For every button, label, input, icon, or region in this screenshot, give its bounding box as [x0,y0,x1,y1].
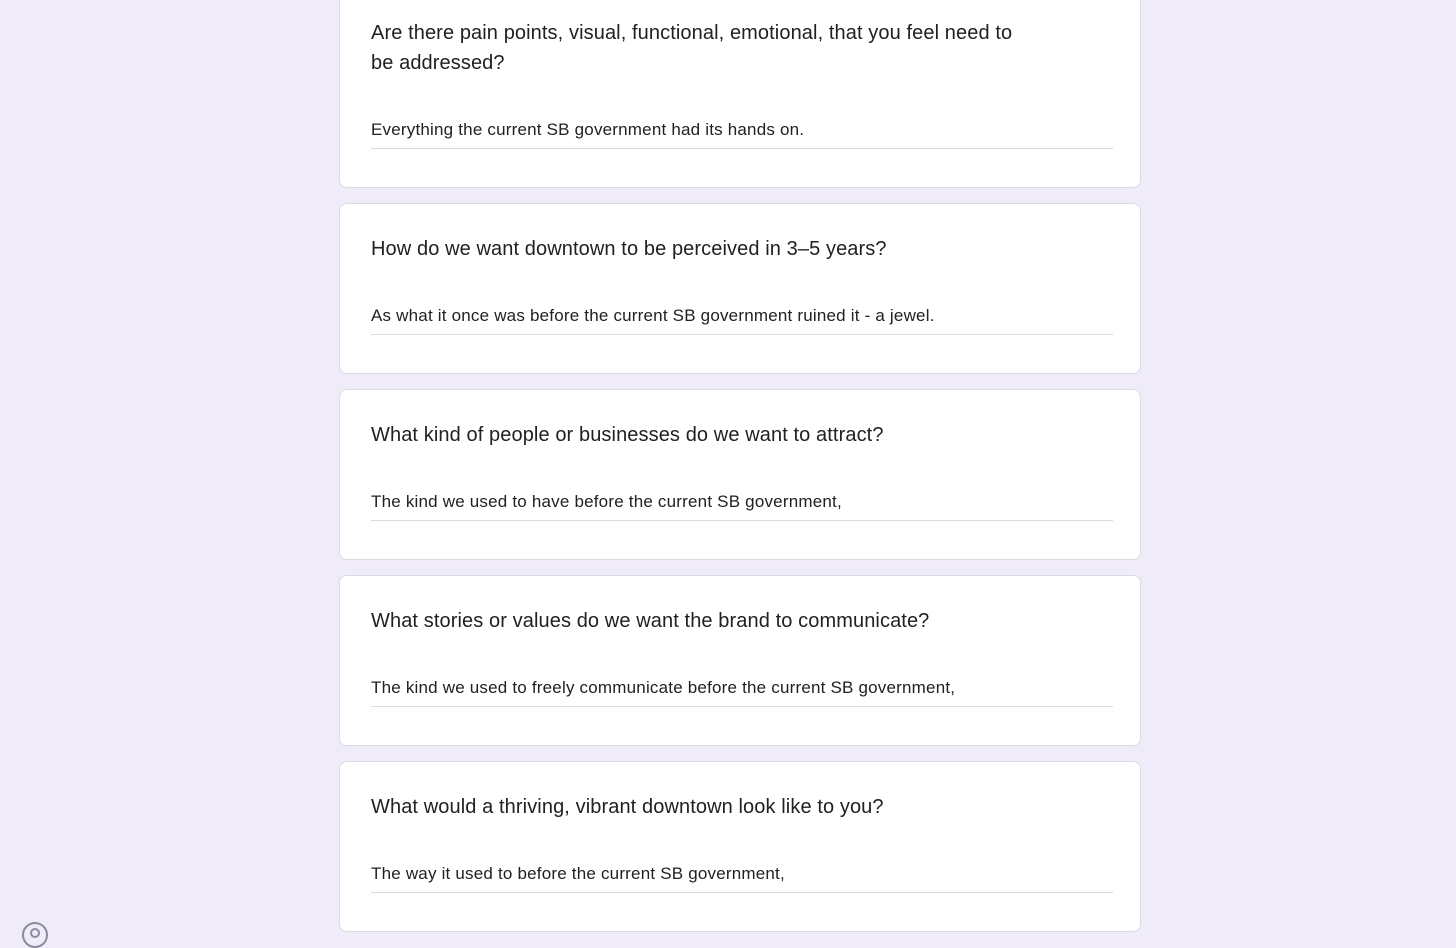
answer-input[interactable] [371,859,1113,893]
question-card-attract [339,389,1141,560]
question-title: What would a thriving, vibrant downtown look like to you? [371,796,884,818]
answer-value: The kind we used to freely communicate before the current SB government, [371,678,956,697]
answer-input[interactable] [371,487,1113,521]
question-title: Are there pain points, visual, functional, emotional, that you feel need to be addressed? [371,22,1013,74]
answer-input[interactable] [371,673,1113,707]
question-card-stories-values [339,575,1141,746]
answer-value: The kind we used to have before the current SB government, [371,492,842,511]
question-title: What kind of people or businesses do we want to attract? [371,424,884,446]
answer-input[interactable] [371,115,1113,149]
answer-input[interactable] [371,301,1113,335]
question-card-thriving-downtown [339,761,1141,932]
answer-value: The way it used to before the current SB government, [371,864,785,883]
answer-value: As what it once was before the current SB government ruined it - a jewel. [371,306,935,325]
answer-value: Everything the current SB government had its hands on. [371,120,805,139]
question-title: What stories or values do we want the brand to communicate? [371,610,930,632]
question-title: How do we want downtown to be perceived in 3–5 years? [371,238,887,260]
question-card-perception [339,203,1141,374]
help-circle-icon[interactable] [22,922,48,948]
question-card-pain-points [339,0,1141,188]
